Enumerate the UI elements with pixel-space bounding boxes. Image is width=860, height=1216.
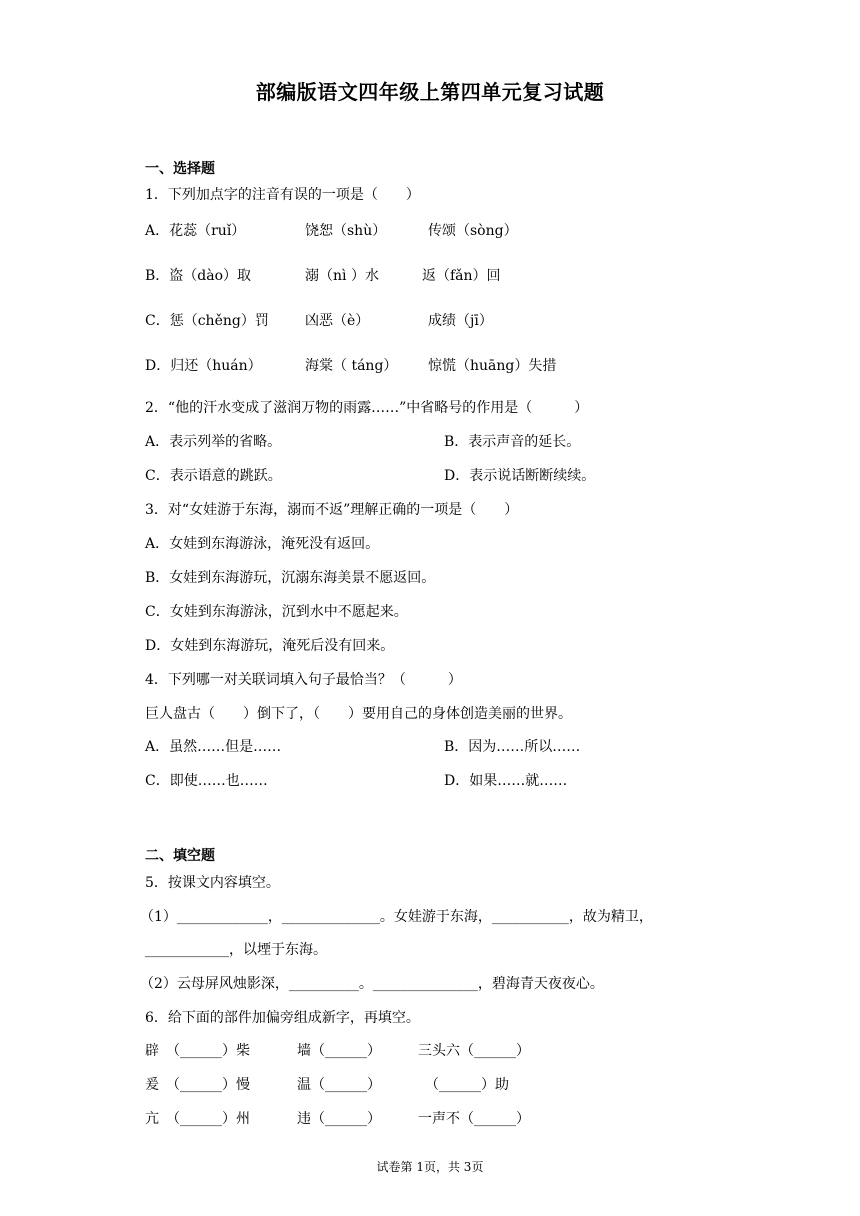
q6-row3-col3: 一声不（______）	[418, 1111, 530, 1127]
q4-option-d: D．如果……就……	[444, 773, 568, 789]
q5-line-3: （2）云母屏风烛影深，__________。_______________，碧海青天夜夜心。	[140, 976, 604, 992]
q2-option-a: A．表示列举的省略。	[145, 434, 282, 450]
q1-option-b-1: B．盗（dào）取	[145, 268, 252, 284]
q1-option-b-3: 返（fǎn）回	[422, 268, 501, 284]
section-heading-fill: 二、填空题	[145, 848, 215, 864]
q2-option-c: C．表示语意的跳跃。	[145, 468, 282, 484]
q1-option-d-3: 惊慌（huāng）失措	[428, 358, 557, 374]
q6-row1-col2: 墙（______）	[297, 1043, 381, 1059]
q5-line-2: ____________，以堙于东海。	[145, 942, 327, 958]
question-6-stem: 6．给下面的部件加偏旁组成新字，再填空。	[145, 1010, 420, 1026]
q3-option-c: C．女娃到东海游泳，沉到水中不愿起来。	[145, 604, 408, 620]
q1-option-c-1: C．惩（chěng）罚	[145, 313, 269, 329]
q1-option-d-1: D．归还（huán）	[145, 358, 262, 374]
section-heading-choice: 一、选择题	[145, 161, 215, 177]
q2-option-d: D．表示说话断断续续。	[444, 468, 596, 484]
q1-option-b-2: 溺（nì ）水	[305, 268, 379, 284]
q3-option-b: B．女娃到东海游玩，沉溺东海美景不愿返回。	[145, 570, 436, 586]
q4-option-a: A．虽然……但是……	[145, 739, 282, 755]
q1-option-c-2: 凶恶（è）	[305, 313, 370, 329]
page-title: 部编版语文四年级上第四单元复习试题	[255, 80, 605, 104]
q6-row3-col1: 亢 （______）州	[145, 1111, 250, 1127]
q3-option-d: D．女娃到东海游玩，淹死后没有回来。	[145, 638, 395, 654]
question-4-stem: 4．下列哪一对关联词填入句子最恰当？（ ）	[145, 672, 462, 688]
q1-option-a-1: A．花蕊（ruǐ）	[145, 223, 246, 239]
q6-row3-col2: 违（______）	[297, 1111, 381, 1127]
question-3-stem: 3．对“女娃游于东海，溺而不返”理解正确的一项是（ ）	[145, 502, 519, 518]
question-5-stem: 5．按课文内容填空。	[145, 875, 280, 891]
q4-option-b: B．因为……所以……	[444, 739, 581, 755]
q6-row1-col3: 三头六（______）	[418, 1043, 530, 1059]
q4-sentence: 巨人盘古（ ）倒下了，（ ）要用自己的身体创造美丽的世界。	[145, 706, 572, 722]
page-footer: 试卷第 1页，共 3页	[376, 1160, 484, 1174]
q1-option-a-3: 传颂（sòng）	[428, 223, 518, 239]
question-2-stem: 2．“他的汗水变成了滋润万物的雨露……”中省略号的作用是（ ）	[145, 400, 589, 416]
q2-option-b: B．表示声音的延长。	[444, 434, 581, 450]
q4-option-c: C．即使……也……	[145, 773, 268, 789]
q1-option-c-3: 成绩（jī）	[428, 313, 493, 329]
q6-row2-col1: 爰 （______）慢	[145, 1077, 250, 1093]
question-1-stem: 1．下列加点字的注音有误的一项是（ ）	[145, 187, 420, 203]
q6-row1-col1: 辟 （______）柴	[145, 1043, 250, 1059]
q1-option-d-2: 海棠（ táng）	[305, 358, 398, 374]
q6-row2-col3: （______）助	[418, 1077, 509, 1093]
q6-row2-col2: 温（______）	[297, 1077, 381, 1093]
q3-option-a: A．女娃到东海游泳，淹死没有返回。	[145, 536, 380, 552]
q5-line-1: （1）_____________，______________。女娃游于东海，___________，故为精卫，	[140, 909, 653, 925]
q1-option-a-2: 饶恕（shù）	[305, 223, 387, 239]
